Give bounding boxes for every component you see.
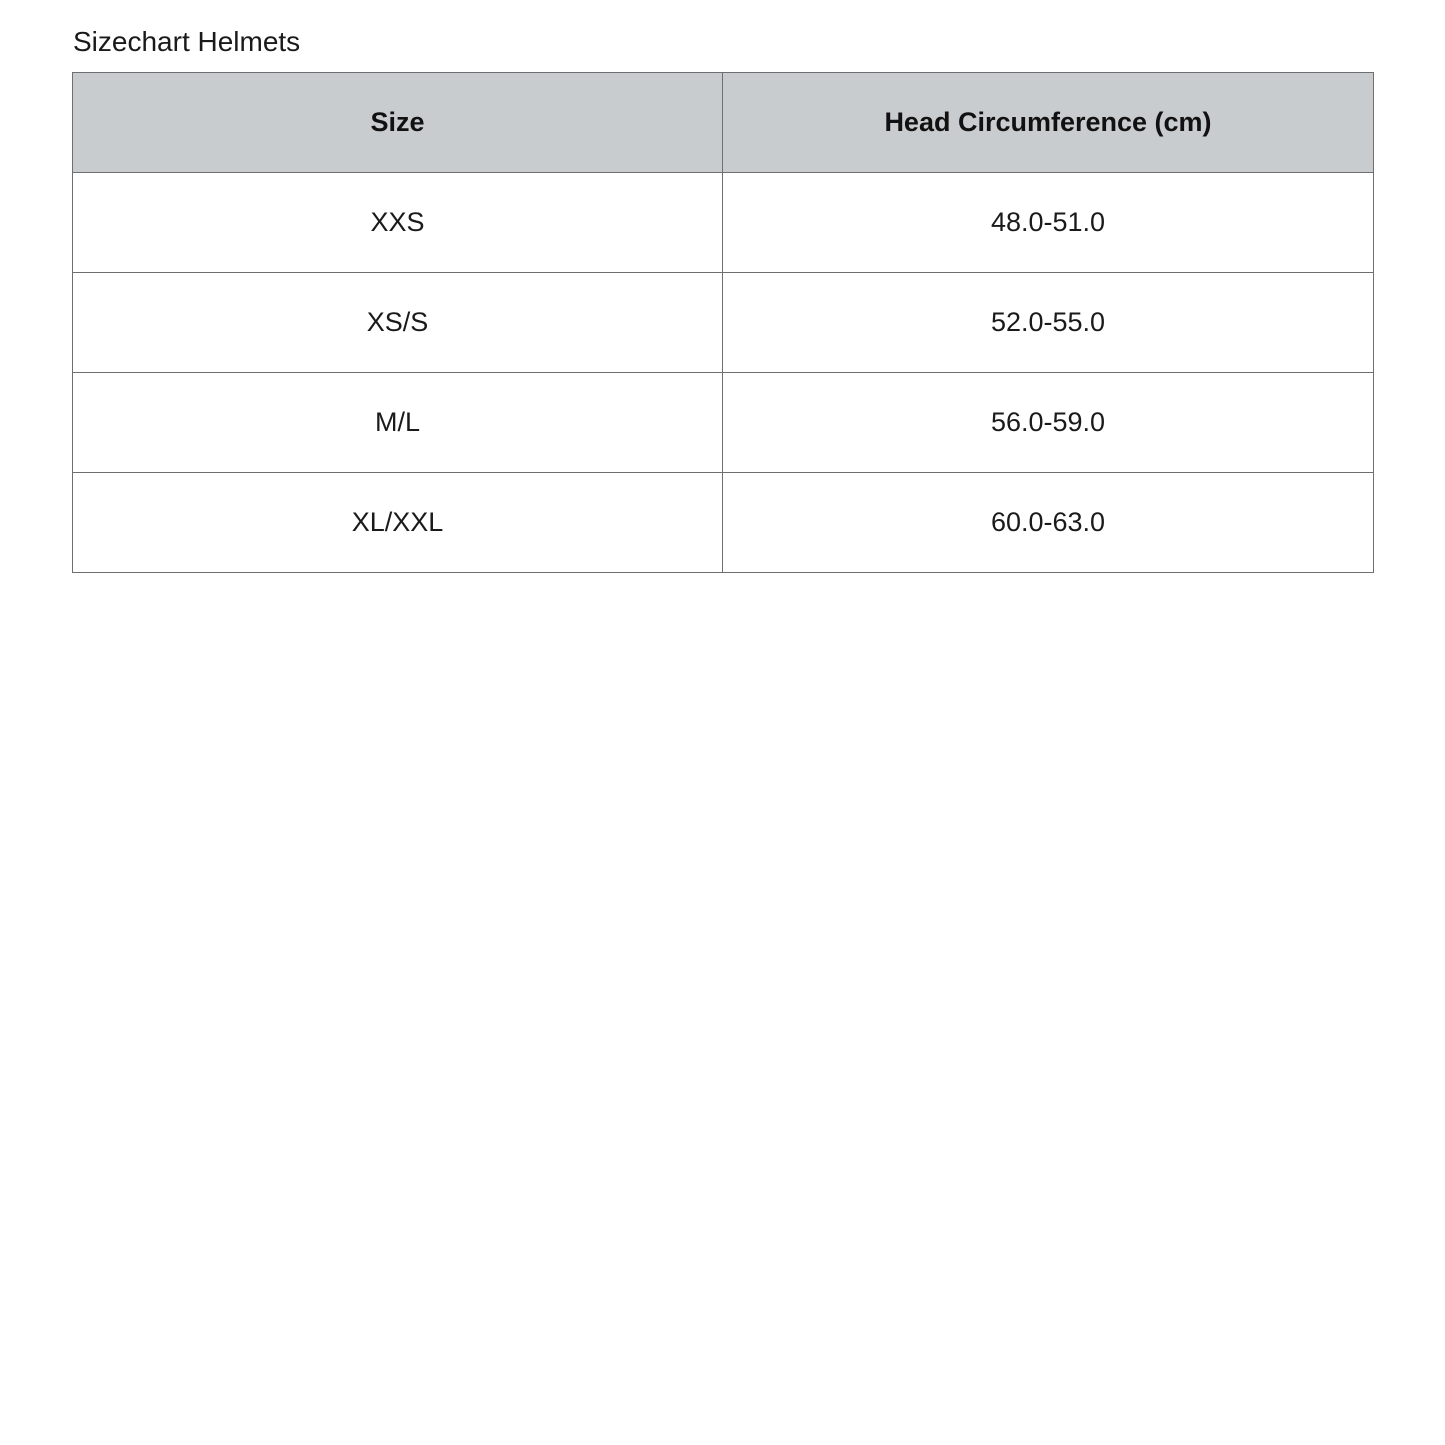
circumference-cell: 52.0-55.0 — [723, 273, 1374, 373]
header-head-circumference: Head Circumference (cm) — [723, 73, 1374, 173]
circumference-cell: 48.0-51.0 — [723, 173, 1374, 273]
table-row — [73, 473, 1374, 573]
circumference-cell: 60.0-63.0 — [723, 473, 1374, 573]
header-size: Size — [73, 73, 723, 173]
circumference-cell: 56.0-59.0 — [723, 373, 1374, 473]
table-row — [73, 273, 1374, 373]
table-header-row — [73, 73, 1374, 173]
size-chart-table — [72, 72, 1374, 573]
size-cell: XS/S — [73, 273, 723, 373]
size-cell: M/L — [73, 373, 723, 473]
size-cell: XXS — [73, 173, 723, 273]
table-row — [73, 373, 1374, 473]
page-title: Sizechart Helmets — [73, 26, 301, 57]
table-row — [73, 173, 1374, 273]
size-cell: XL/XXL — [73, 473, 723, 573]
